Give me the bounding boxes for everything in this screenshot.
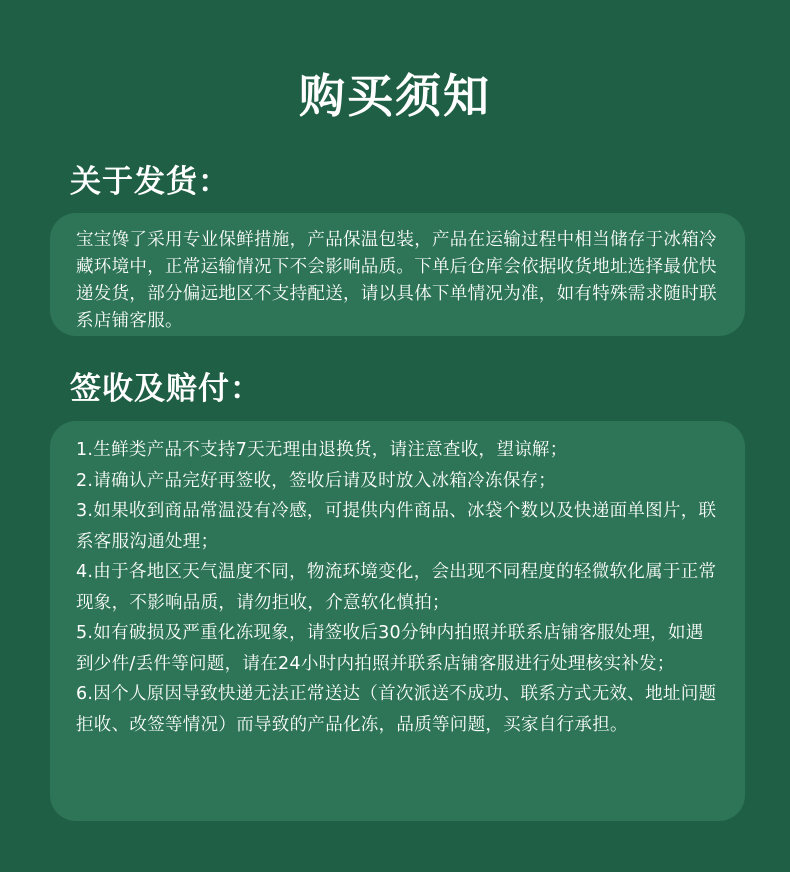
shipping-text: 宝宝馋了采用专业保鲜措施，产品保温包装，产品在运输过程中相当储存于冰箱冷藏环境中，正常运输情况下不会影响品质。下单后仓库会依据收货地址选择最优快递发货，部分偏远地区不支持配送，请以具体下单情况为准，如有特殊需求随时联系店铺客服。 [76,230,717,331]
page-title: 购买须知 [299,69,491,123]
claims-heading: 签收及赔付： [70,371,262,407]
shipping-card [50,213,745,336]
claims-item-1: 1.生鲜类产品不支持7天无理由退换货，请注意查收，望谅解； [76,440,568,460]
claims-card [50,421,745,821]
claims-item-4: 4.由于各地区天气温度不同，物流环境变化，会出现不同程度的轻微软化属于正常现象，不影响品质，请勿拒收，介意软化慎拍； [76,562,717,613]
claims-item-2: 2.请确认产品完好再签收，签收后请及时放入冰箱冷冻保存； [76,470,557,491]
shipping-heading: 关于发货： [70,164,230,200]
claims-list [76,435,721,740]
claims-item-3: 3.如果收到商品常温没有冷感，可提供内件商品、冰袋个数以及快递面单图片，联系客服沟通处理； [76,501,717,552]
claims-item-5: 5.如有破损及严重化冻现象，请签收后30分钟内拍照并联系店铺客服处理，如遇到少件/丢件等问题，请在24小时内拍照并联系店铺客服进行处理核实补发； [76,623,704,674]
claims-item-6: 6.因个人原因导致快递无法正常送达（首次派送不成功、联系方式无效、地址问题拒收、改签等情况）而导致的产品化冻，品质等问题，买家自行承担。 [76,684,717,735]
